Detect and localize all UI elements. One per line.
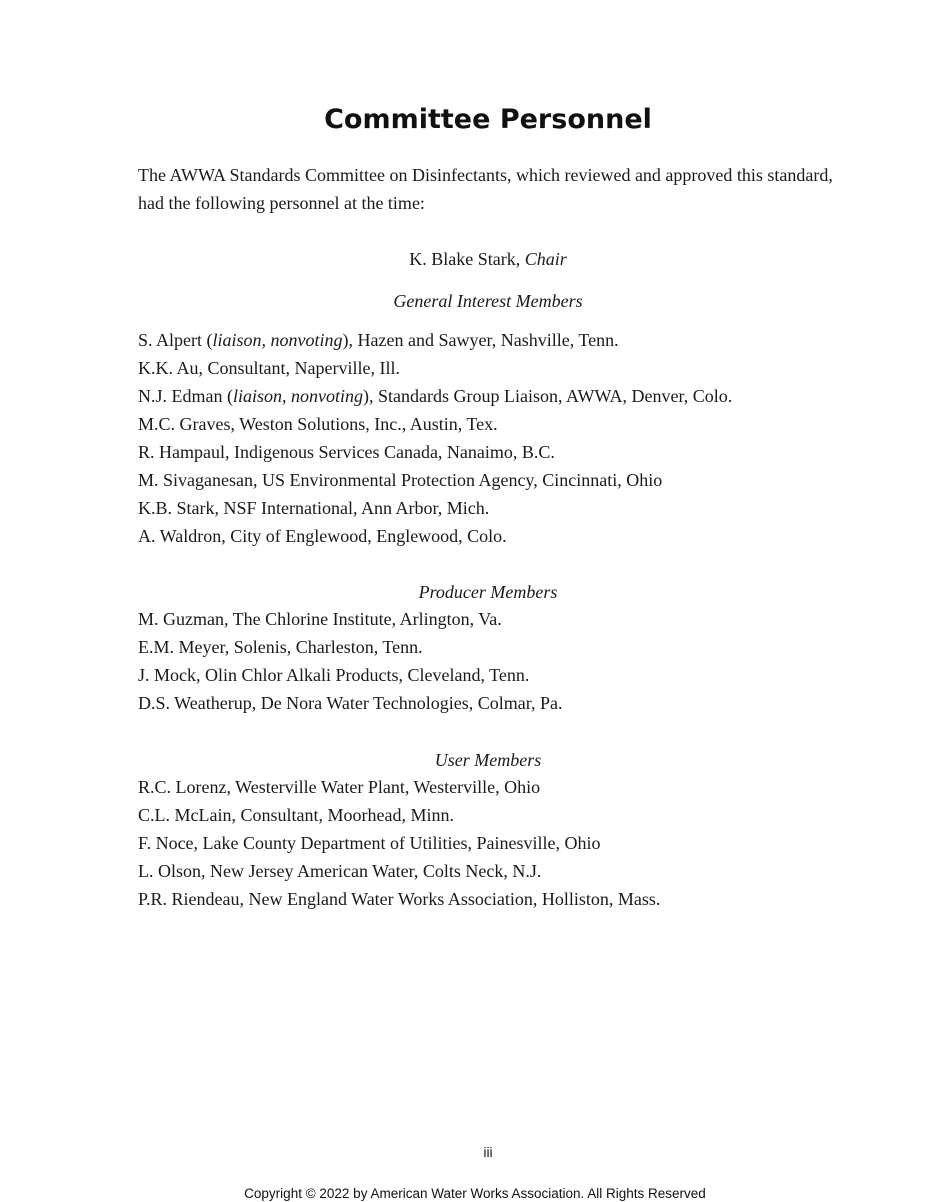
producer-list [138, 605, 898, 717]
intro-paragraph: The AWWA Standards Committee on Disinfectants, which reviewed and approved this standard, had the following personnel at the time: [138, 165, 833, 213]
list-item: K.B. Stark, NSF International, Ann Arbor, Mich. [138, 498, 490, 518]
chair-role: Chair [524, 249, 567, 269]
list-item: F. Noce, Lake County Department of Utilities, Painesville, Ohio [138, 833, 601, 853]
page-number: iii [483, 1144, 493, 1160]
list-item: M.C. Graves, Weston Solutions, Inc., Austin, Tex. [138, 414, 498, 434]
list-item: S. Alpert (liaison, nonvoting), Hazen and Sawyer, Nashville, Tenn. [138, 330, 619, 350]
user-list [138, 773, 898, 913]
general-interest-heading: General Interest Members [393, 291, 583, 311]
list-item: M. Guzman, The Chlorine Institute, Arlington, Va. [138, 609, 502, 629]
list-item: D.S. Weatherup, De Nora Water Technologies, Colmar, Pa. [138, 693, 563, 713]
list-item: J. Mock, Olin Chlor Alkali Products, Cleveland, Tenn. [138, 665, 530, 685]
list-item: R.C. Lorenz, Westerville Water Plant, Westerville, Ohio [138, 777, 541, 797]
general-interest-list [138, 326, 898, 550]
copyright-notice: Copyright © 2022 by American Water Works Association. All Rights Reserved [244, 1186, 706, 1201]
list-item: M. Sivaganesan, US Environmental Protection Agency, Cincinnati, Ohio [138, 470, 663, 490]
list-item: E.M. Meyer, Solenis, Charleston, Tenn. [138, 637, 423, 657]
list-item: A. Waldron, City of Englewood, Englewood, Colo. [138, 526, 507, 546]
user-heading: User Members [434, 750, 542, 770]
chair-name: K. Blake Stark, [409, 249, 525, 269]
list-item: N.J. Edman (liaison, nonvoting), Standards Group Liaison, AWWA, Denver, Colo. [138, 386, 733, 406]
chair-line [0, 245, 950, 273]
list-item: L. Olson, New Jersey American Water, Colts Neck, N.J. [138, 861, 542, 881]
producer-heading: Producer Members [418, 582, 558, 602]
page-title: Committee Personnel [324, 104, 652, 135]
list-item: C.L. McLain, Consultant, Moorhead, Minn. [138, 805, 454, 825]
list-item: P.R. Riendeau, New England Water Works Association, Holliston, Mass. [138, 889, 661, 909]
list-item: K.K. Au, Consultant, Naperville, Ill. [138, 358, 400, 378]
list-item: R. Hampaul, Indigenous Services Canada, Nanaimo, B.C. [138, 442, 555, 462]
